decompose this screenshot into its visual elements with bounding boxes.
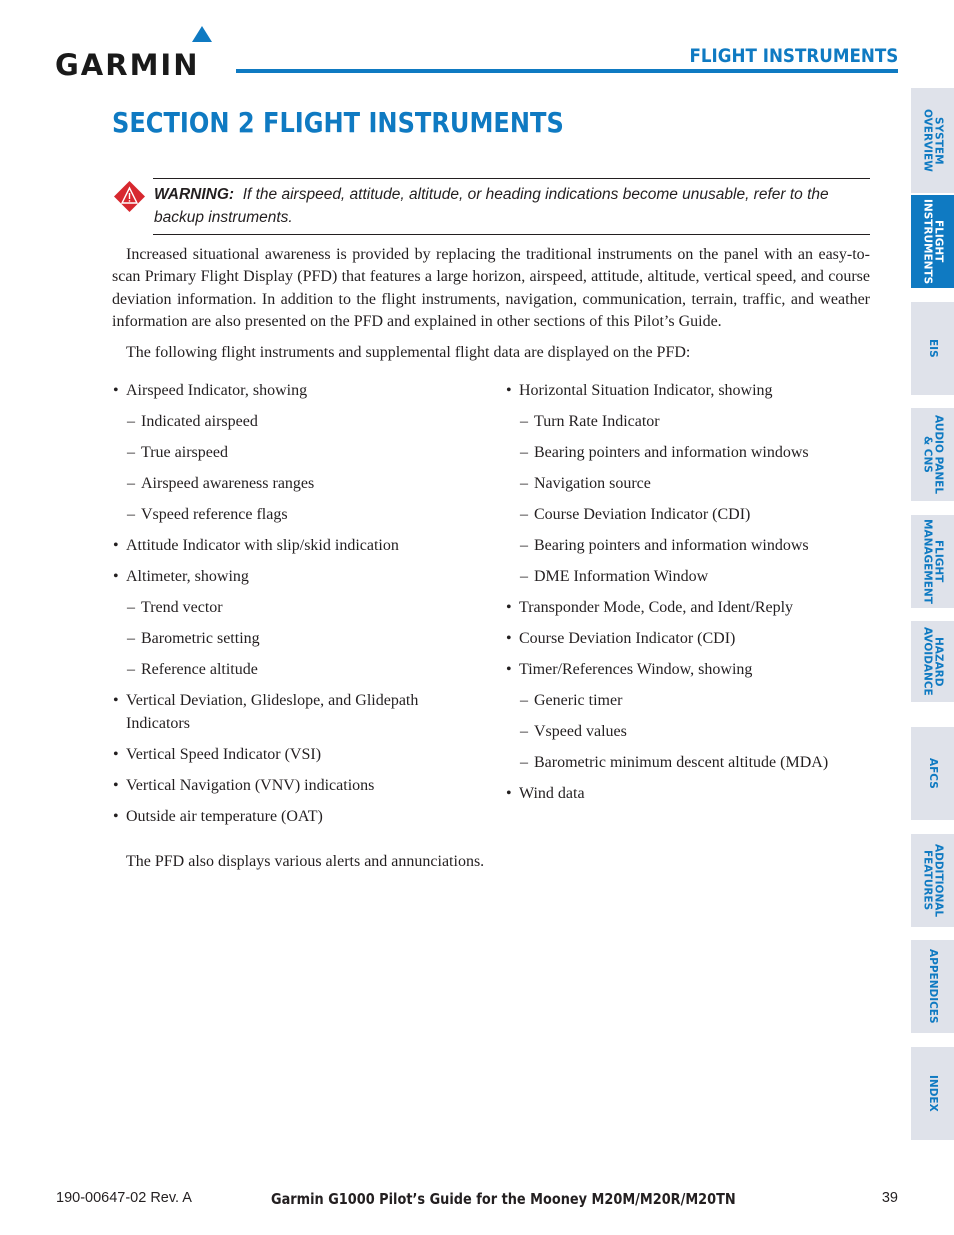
closing-paragraph: The PFD also displays various alerts and annunciations. (126, 853, 485, 870)
sub-list-item: – Course Deviation Indicator (CDI) (506, 503, 870, 526)
tab-system-overview[interactable] (911, 88, 954, 193)
tab-flight-instruments[interactable] (911, 195, 954, 288)
section-title: SECTION 2 FLIGHT INSTRUMENTS (112, 106, 564, 139)
tab-label: INDEX (927, 1075, 939, 1112)
warning-icon (113, 180, 146, 213)
sub-list-item: – Turn Rate Indicator (506, 410, 870, 433)
garmin-logo (55, 26, 220, 82)
sub-list-item: – Navigation source (506, 472, 870, 495)
instrument-list-right (506, 379, 870, 805)
list-item: • Course Deviation Indicator (CDI) (506, 627, 870, 650)
page-number: 39 (881, 1190, 898, 1206)
tab-audio-panel-cns[interactable] (911, 408, 954, 501)
section-tabs (911, 0, 954, 1235)
logo-triangle-icon (192, 26, 212, 42)
list-item: • Vertical Deviation, Glideslope, and Glidepath Indicators (113, 689, 483, 735)
warning-text (154, 183, 872, 229)
tab-flight-management[interactable] (911, 515, 954, 608)
tab-label: AUDIO PANEL & CNS (921, 414, 945, 495)
sub-list-item: – Generic timer (506, 689, 870, 712)
running-header-title: FLIGHT INSTRUMENTS (689, 45, 898, 67)
warning-bottom-rule (153, 234, 870, 235)
list-item: • Transponder Mode, Code, and Ident/Reply (506, 596, 870, 619)
header-rule (236, 69, 898, 73)
warning-label: WARNING: (154, 186, 235, 203)
following-paragraph: The following flight instruments and supplemental flight data are displayed on the PFD: (126, 344, 691, 361)
sub-list-item: – Reference altitude (113, 658, 483, 681)
tab-eis[interactable] (911, 302, 954, 395)
footer-title: Garmin G1000 Pilot’s Guide for the Mooney M20M/M20R/M20TN (271, 1190, 736, 1208)
tab-label: EIS (927, 339, 939, 358)
list-item: • Horizontal Situation Indicator, showing (506, 379, 870, 402)
footer-doc-number: 190-00647-02 Rev. A (56, 1190, 192, 1206)
list-item: • Altimeter, showing (113, 565, 483, 588)
list-item: • Vertical Speed Indicator (VSI) (113, 743, 483, 766)
warning-body: If the airspeed, attitude, altitude, or heading indications become unusable, refer to the backup instruments. (154, 186, 829, 226)
tab-label: APPENDICES (927, 949, 939, 1024)
tab-label: SYSTEM OVERVIEW (921, 109, 945, 172)
sub-list-item: – True airspeed (113, 441, 483, 464)
list-item: • Wind data (506, 782, 870, 805)
tab-appendices[interactable] (911, 940, 954, 1033)
list-item: • Vertical Navigation (VNV) indications (113, 774, 483, 797)
tab-afcs[interactable] (911, 727, 954, 820)
list-item: • Airspeed Indicator, showing (113, 379, 483, 402)
sub-list-item: – Vspeed reference flags (113, 503, 483, 526)
sub-list-item: – Indicated airspeed (113, 410, 483, 433)
sub-list-item: – Bearing pointers and information windows (506, 441, 870, 464)
tab-hazard-avoidance[interactable] (911, 621, 954, 702)
list-item: • Outside air temperature (OAT) (113, 805, 483, 828)
tab-index[interactable] (911, 1047, 954, 1140)
sub-list-item: – DME Information Window (506, 565, 870, 588)
sub-list-item: – Barometric setting (113, 627, 483, 650)
list-item: • Timer/References Window, showing (506, 658, 870, 681)
tab-label: ADDITIONAL FEATURES (921, 843, 945, 918)
sub-list-item: – Bearing pointers and information windows (506, 534, 870, 557)
tab-label: FLIGHT INSTRUMENTS (921, 198, 945, 285)
tab-label: AFCS (927, 758, 939, 789)
intro-paragraph: Increased situational awareness is provided by replacing the traditional instruments on the panel with an easy-to-scan Primary Flight Display (PFD) that features a large horizon, airspeed, attitude, altitude, vertical speed, and course deviation information. In addition to the flight instruments, navigation, communication, terrain, traffic, and weather information are also presented on the PFD and explained in other sections of this Pilot’s Guide. (112, 246, 870, 330)
warning-top-rule (153, 178, 870, 179)
sub-list-item: – Vspeed values (506, 720, 870, 743)
logo-text: GARMIN (55, 48, 200, 82)
list-item: • Attitude Indicator with slip/skid indication (113, 534, 483, 557)
tab-label: FLIGHT MANAGEMENT (921, 519, 945, 604)
sub-list-item: – Trend vector (113, 596, 483, 619)
sub-list-item: – Airspeed awareness ranges (113, 472, 483, 495)
tab-additional-features[interactable] (911, 834, 954, 927)
tab-label: HAZARD AVOIDANCE (921, 627, 945, 696)
sub-list-item: – Barometric minimum descent altitude (MDA) (506, 751, 870, 774)
instrument-list-left (113, 379, 483, 828)
